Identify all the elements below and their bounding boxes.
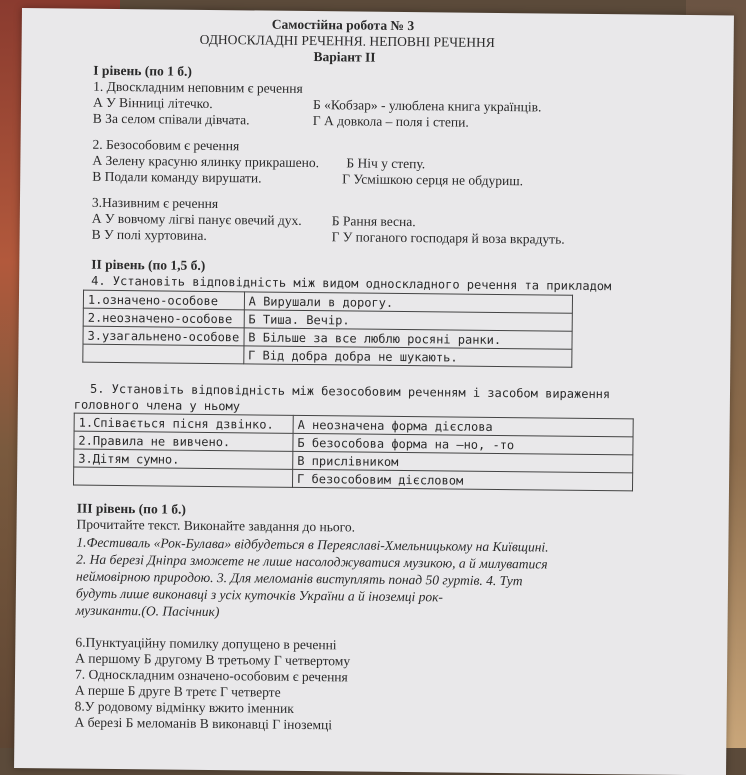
q1-option-v: В За селом співали дівчата. bbox=[92, 110, 250, 128]
q2-option-v: В Подали команду вирушати. bbox=[92, 168, 262, 186]
table-row bbox=[83, 344, 572, 367]
q6-options: А першому Б другому В третьому Г четвертому bbox=[75, 650, 351, 669]
q1-text: 1. Двоскладним неповним є речення bbox=[93, 78, 303, 96]
text-line: музиканти.(О. Пасічник) bbox=[75, 602, 220, 620]
q4-right-cell: В Більше за все люблю росяні ранки. bbox=[244, 328, 572, 349]
q4-right-cell: А Вирушали в дорогу. bbox=[244, 292, 572, 313]
q2-option-g: Г Усмішкою серця не обдуриш. bbox=[342, 171, 524, 189]
q8-options: А березі Б меломанів В виконавці Г іноземці bbox=[74, 714, 333, 733]
q1-option-b: Б «Кобзар» - улюблена книга українців. bbox=[312, 97, 542, 115]
q2-option-b: Б Ніч у степу. bbox=[346, 155, 426, 172]
q5-text-line2: головного члена у ньому bbox=[73, 397, 241, 414]
q2-text: 2. Безособовим є речення bbox=[92, 136, 240, 154]
q4-left-cell: 3.узагальнено-особове bbox=[83, 326, 244, 346]
q5-right-cell: А неозначена форма дієслова bbox=[293, 415, 633, 437]
worksheet-paper bbox=[14, 8, 734, 775]
q3-option-a: А У вовчому лігві панує овечий дух. bbox=[91, 210, 302, 228]
level3-heading: ІІІ рівень (по 1 б.) bbox=[76, 500, 186, 517]
q5-left-cell: 3.Дітям сумно. bbox=[74, 449, 293, 469]
text-line: 1.Фестиваль «Рок-Булава» відбудеться в Переяславі-Хмельницькому на Київщині. bbox=[76, 534, 549, 555]
q8-text: 8.У родовому відмінку вжито іменник bbox=[74, 698, 294, 716]
q7-text: 7. Односкладним означено-особовим є речення bbox=[74, 666, 348, 685]
text-line: будуть лише виконавці з усіх куточків України а й іноземці рок- bbox=[75, 585, 444, 605]
q3-text: 3.Називним є речення bbox=[91, 194, 219, 212]
q7-options: А перше Б друге В третє Г четверте bbox=[74, 682, 281, 700]
worksheet-variant: Варіант ІІ bbox=[313, 49, 376, 65]
q4-left-cell: 1.означено-особове bbox=[83, 290, 244, 310]
q4-left-cell bbox=[83, 344, 244, 364]
q4-matching-table bbox=[82, 290, 573, 368]
q4-right-cell: Г Від добра добра не шукають. bbox=[244, 346, 572, 367]
q1-option-g: Г А довкола – поля і степи. bbox=[312, 113, 469, 130]
level1-heading: І рівень (по 1 б.) bbox=[93, 62, 193, 79]
q4-right-cell: Б Тиша. Вечір. bbox=[244, 310, 572, 331]
level2-heading: ІІ рівень (по 1,5 б.) bbox=[91, 256, 206, 273]
q5-left-cell: 1.Співається пісня дзвінко. bbox=[74, 413, 293, 433]
q4-left-cell: 2.неозначено-особове bbox=[83, 308, 244, 328]
q4-text: 4. Установіть відповідність між видом односкладного речення та прикладом bbox=[91, 273, 612, 294]
text-line: 2. На березі Дніпра зможете не лише насолоджуватися музикою, а й милуватися bbox=[76, 551, 548, 572]
q3-option-g: Г У поганого господаря й воза вкрадуть. bbox=[331, 229, 565, 247]
q5-right-cell: В прислівником bbox=[293, 451, 633, 473]
worksheet-topic: ОДНОСКЛАДНІ РЕЧЕННЯ. НЕПОВНІ РЕЧЕННЯ bbox=[199, 31, 495, 50]
q1-option-a: А У Вінниці літечко. bbox=[92, 94, 213, 112]
q5-left-cell bbox=[74, 467, 293, 487]
q5-right-cell: Б безособова форма на –но, -то bbox=[293, 433, 633, 455]
worksheet-title: Самостійна робота № 3 bbox=[271, 16, 415, 34]
q6-text: 6.Пунктуаційну помилку допущено в реченні bbox=[75, 634, 337, 653]
q2-option-a: А Зелену красуню ялинку прикрашено. bbox=[92, 152, 320, 171]
level3-intro: Прочитайте текст. Виконайте завдання до нього. bbox=[76, 516, 356, 535]
text-line: неймовірною природою. 3. Для меломанів виступлять понад 50 гуртів. 4. Тут bbox=[75, 568, 523, 589]
q5-left-cell: 2.Правила не вивчено. bbox=[74, 431, 293, 451]
q3-option-v: В У полі хуртовина. bbox=[91, 226, 207, 243]
q5-text-line1: 5. Установіть відповідність між безособовим реченням і засобом вираження bbox=[89, 381, 611, 402]
q5-matching-table bbox=[73, 413, 634, 492]
q3-option-b: Б Рання весна. bbox=[331, 213, 416, 230]
q5-right-cell: Г безособовим дієсловом bbox=[292, 469, 632, 491]
